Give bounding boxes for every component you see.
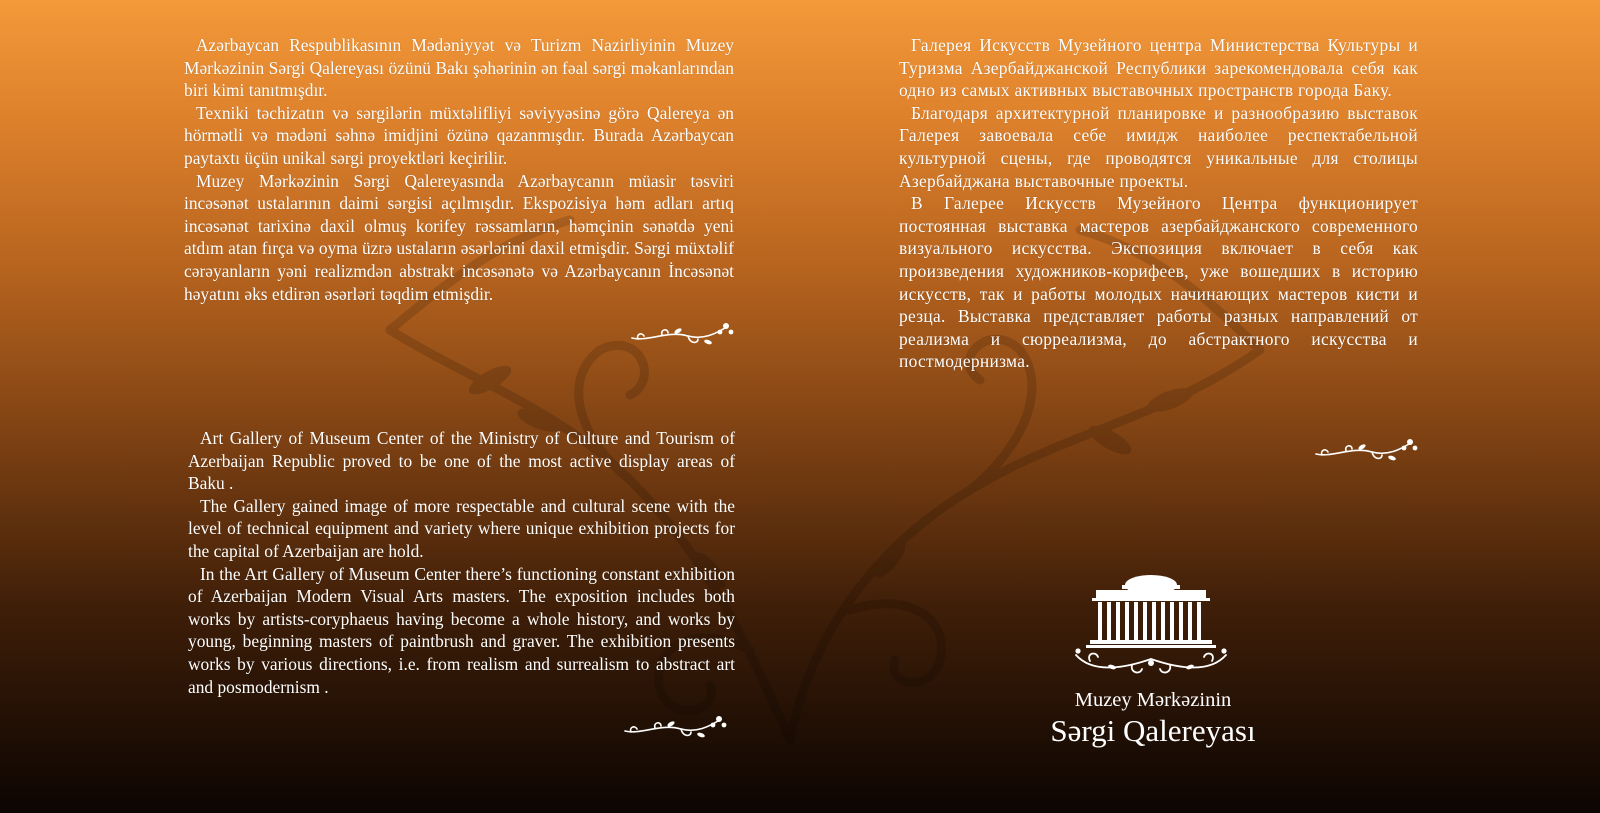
russian-text-block [899,34,1418,373]
en-paragraph-3: In the Art Gallery of Museum Center there’s functioning constant exhibition of Azerbaijan Modern Visual Arts masters. The exposition includes both works by artists-coryphaeus having become a whole history, and works by young, beginning masters of paintbrush and graver. The exhibition presents works by various directions, i.e. from realism and surrealism to abstract art and posmodernism . [188,563,735,697]
flourish-divider-icon [621,713,729,741]
az-paragraph-2: Texniki təchizatın və sərgilərin müxtəlifliyi səviyyəsinə görə Qalereya ən hörmətli və mədəni səhnə imidjini özünə qazanmışdır. Burada Azərbaycan paytaxtı üçün unikal sərgi proyektləri keçirilir. [184,102,734,168]
english-text-block [188,427,735,698]
en-paragraph-1: Art Gallery of Museum Center of the Ministry of Culture and Tourism of Azerbaijan Republic proved to be one of the most active display areas of Baku . [188,428,735,494]
en-paragraph-2: The Gallery gained image of more respectable and cultural scene with the level of technical equipment and variety where unique exhibition projects for the capital of Azerbaijan are hold. [188,495,735,561]
azerbaijani-text-block [184,34,734,305]
museum-building-icon [1072,573,1230,685]
flourish-divider-icon [628,320,736,348]
ru-paragraph-1: Галерея Искусств Музейного центра Министерства Культуры и Туризма Азербайджанской Республики зарекомендовала себя как одно из самых активных выставочных пространств города Баку. [899,35,1418,101]
flourish-divider-icon [1312,436,1420,464]
ru-paragraph-3: В Галерее Искусств Музейного Центра функционирует постоянная выставка мастеров азербайджанского современного визуального искусства. Экспозиция включает в себя как произведения художников-корифеев, уже вошедших в историю искусств, так и работы молодых начинающих мастеров кисти и резца. Выставка представляет работы разных направлений от реализма и сюрреализма, до абстрактного искусства и постмодернизма. [899,193,1418,372]
az-paragraph-3: Muzey Mərkəzinin Sərgi Qalereyasında Azərbaycanın müasir təsviri incəsənət ustalarının daimi sərgisi açılmışdır. Ekspozisiya həm adları artıq incəsənət tarixinə daxil olmuş korifey rəssamların, həmçinin sənətdə yeni atdım atan fırça və oyma üzrə ustaların əsərlərini daxil etmişdir. Sərgi müxtəlif cərəyanların yəni realizmdən abstrakt incəsənətə və Azərbaycanın İncəsənət həyatını əks etdirən əsərləri təqdim etmişdir. [184,170,734,304]
az-paragraph-1: Azərbaycan Respublikasının Mədəniyyət və Turizm Nazirliyinin Muzey Mərkəzinin Sərgi Qalereyası özünü Bakı şəhərinin ən fəal sərgi məkanlarından biri kimi tanıtmışdır. [184,35,734,101]
ru-paragraph-2: Благодаря архитектурной планировке и разнообразию выставок Галерея завоевала себе имидж наиболее респектабельной культурной сцены, где проводятся уникальные для столицы Азербайджана выставочные проекты. [899,102,1418,191]
logo-subtitle: Muzey Mərkəzinin [1074,689,1232,711]
logo-title: Sərgi Qalereyası [1050,713,1256,748]
